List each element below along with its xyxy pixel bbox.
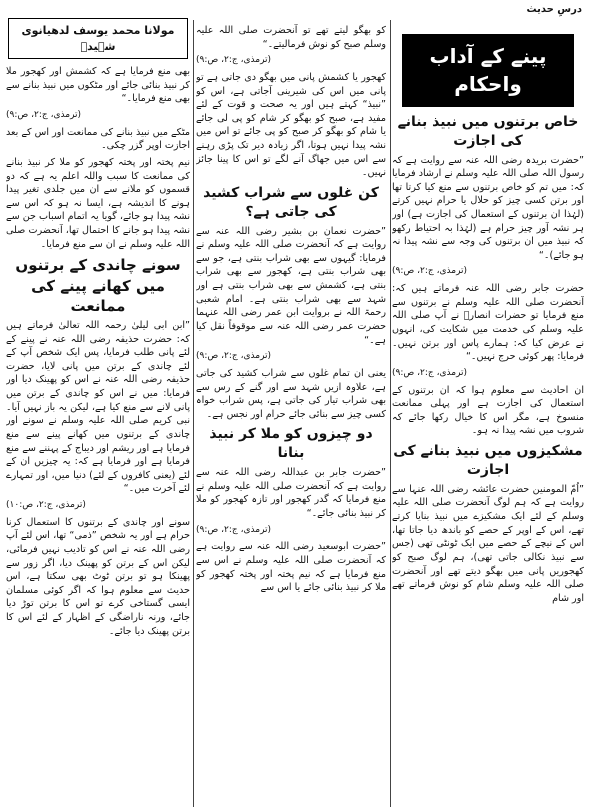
- paragraph: نیم پختہ اور پختہ کھجور کو ملا کر نبیذ بنانے کی ممانعت کا سبب واللہ اعلم یہ ہے کہ دو قسموں کو ملانے سے ان میں جلدی تغیر پیدا ہونے کا اندیشہ ہے، ایسا نہ ہو کہ اس سے نشہ پیدا ہو جائے، گویا یہ اتمام اسباب جن سے نشہ پیدا ہو جانے کا احتمال تھا، آنحضرت صلی اللہ علیہ وسلم نے ان سے منع فرمایا۔: [6, 157, 190, 250]
- paragraph: ”ابن ابی لیلیٰ رحمہ اللہ تعالیٰ فرماتے ہیں کہ: حضرت حذیفہ رضی اللہ عنہ نے پینے کے لئے پانی طلب فرمایا، پس ایک شخص آپ کے لئے چاندی کے برتن میں پانی لایا، حضرت حذیفہ رضی اللہ عنہ نے اس کو پھینک دیا اور فرمایا: میں نے اس کو چاندی کے برتن میں پانی لانے سے منع کیا ہے، لیکن یہ باز نہیں آیا۔ نبی کریم صلی اللہ علیہ وسلم نے سونے اور چاندی کے برتنوں میں کھانے پینے سے منع فرمایا ہے اور ریشم اور دیباج کے پہننے سے منع فرمایا ہے اور فرمایا ہے کہ: یہ چیزیں ان کے لئے (یعنی کافروں کے لئے) دنیا میں، اور تمہارے لئے آخرت میں۔“: [6, 320, 190, 495]
- citation: (ترمذی، ج:۲، ص:۹): [6, 110, 82, 121]
- citation: (ترمذی، ج:۲، ص:۹): [392, 266, 468, 277]
- citation: (ترمذی، ج:۲، ص:۹): [196, 351, 272, 362]
- column-divider: [390, 20, 391, 807]
- paragraph: ”حضرت جابر بن عبداللہ رضی اللہ عنہ سے روایت ہے کہ آنحضرت صلی اللہ علیہ وسلم نے منع فرمایا کہ گدر کھجور اور تازہ کھجور کو ملا کر نبیذ بنائی جائے۔“: [196, 467, 386, 519]
- paragraph: ”حضرت بریدہ رضی اللہ عنہ سے روایت ہے کہ رسول اللہ صلی اللہ علیہ وسلم نے ارشاد فرمایا کہ: میں تم کو خاص برتنوں سے منع کیا کرتا تھا اور برتن کسی چیز کو حلال یا حرام نہیں کرتے (لہٰذا ان برتنوں کے استعمال کی اجازت ہے) اور ہر نشہ آور چیز حرام ہے (لہٰذا بہ احتیاط رکھو کہ نبیذ میں ان برتنوں کی وجہ سے نشہ پیدا نہ ہو جائے)۔“: [392, 154, 584, 261]
- paragraph: حضرت جابر رضی اللہ عنہ فرماتے ہیں کہ: آنحضرت صلی اللہ علیہ وسلم نے برتنوں سے منع فرمایا تو حضرات انصارؓ نے آپ صلی اللہ علیہ وسلم کی خدمت میں شکایت کی، انہوں نے عرض کیا کہ: ہمارے پاس اور برتن نہیں۔ فرمایا: پھر کوئی حرج نہیں۔“: [392, 283, 584, 363]
- paragraph: ان احادیث سے معلوم ہوا کہ ان برتنوں کے استعمال کی اجازت ہے اور پہلی ممانعت منسوخ ہے، مگر اس کا خیال رکھا جائے کہ شروب میں نشہ پیدا نہ ہو۔: [392, 384, 584, 437]
- paragraph: کو بھگو لیتے تھے تو آنحضرت صلی اللہ علیہ وسلم صبح کو نوش فرمالیتے۔“: [196, 25, 386, 50]
- section-heading: سونے چاندی کے برتنوں میں کھانے پینے کی ممانعت: [15, 256, 181, 315]
- paragraph: سونے اور چاندی کے برتنوں کا استعمال کرنا حرام ہے اور یہ شخص ”ذمی“ تھا، اس لئے آپ رضی اللہ عنہ نے اس کو تادیب نہیں فرمائی، لیکن اس کے برتن کو پھینک دیا، اگر زور سے پھینکا ہو تو برتن ٹوٹ بھی سکتا ہے، اس حدیث سے معلوم ہوا کہ اگر کوئی مسلمان ایسی گستاخی کرے تو اس کا برتن توڑ دیا جائے، ورنہ ناراضگی کے اظہار کے لئے اس کا برتن پھینک دیا جائے۔: [6, 516, 190, 637]
- column-divider: [193, 20, 194, 807]
- section-heading: دو چیزوں کو ملا کر نبیذ بنانا: [209, 426, 373, 462]
- citation: (ترمذی، ج:۲، ص:۱۰): [6, 499, 86, 510]
- citation: (ترمذی، ج:۲، ص:۹): [196, 524, 272, 535]
- paragraph: کھجور یا کشمش پانی میں بھگو دی جاتی ہے تو پانی میں اس کی شیرینی آجاتی ہے، اس کو ”نبیذ“ کہتے ہیں اور یہ صحت و قوت کے لئے مفید ہے، صبح کو بھگو کر شام کو پی لی جائے یا شام کو بھگو کر صبح کو پی جائے تو اس میں نشہ پیدا نہیں ہوتا، اگر زیادہ دیر تک پڑی رہنے سے اس میں جھاگ آنے لگے تو اس کا پینا جائز نہیں۔: [196, 71, 386, 179]
- author-byline: مولانا محمد یوسف لدھیانوی شہیدؒ: [8, 18, 188, 59]
- paragraph: یعنی ان تمام غلوں سے شراب کشید کی جاتی ہے، علاوہ ازیں شہد سے اور گنے کے رس سے بھی شراب تیار کی جاتی ہے، پس شراب خواہ کسی چیز سے بنائی جائے حرام اور نجس ہے۔: [196, 367, 386, 420]
- article-banner-title: پینے کے آداب واحکام: [402, 34, 574, 107]
- left-column: [6, 16, 190, 805]
- middle-column: [196, 24, 386, 805]
- citation: (ترمذی، ج:۲، ص:۹): [392, 367, 468, 378]
- paragraph: مٹکے میں نبیذ بنانے کی ممانعت اور اس کے بعد اجازت اوپر گزر چکی۔: [6, 126, 190, 152]
- section-heading: خاص برتنوں میں نبیذ بنانے کی اجازت: [397, 113, 579, 149]
- paragraph: ”حضرت ابوسعید رضی اللہ عنہ سے روایت ہے کہ آنحضرت صلی اللہ علیہ وسلم نے اس سے منع فرمایا ہے کہ نیم پختہ اور پختہ کھجور کو ملا کر نبیذ بنائی جائے یا اس سے: [196, 541, 386, 594]
- paragraph: ”اُمّ المومنین حضرت عائشہ رضی اللہ عنہا سے روایت ہے کہ ہم لوگ آنحضرت صلی اللہ علیہ وسلم کے لئے ایک مشکیزے میں نبیذ بنایا کرتے تھے، اس کے اوپر کے حصے کو باندھ دیا جاتا تھا، اس کے نیچے کے حصے میں ایک ٹونٹی تھی (جس سے نبیذ نکالی جاتی تھی)، ہم لوگ صبح کو کھجوریں پانی میں بھگو دیتے تھے اور آنحضرت صلی اللہ علیہ وسلم شام کو نوش فرماتے تھے اور شام: [392, 483, 584, 604]
- paragraph: ”حضرت نعمان بن بشیر رضی اللہ عنہ سے روایت ہے کہ آنحضرت صلی اللہ علیہ وسلم نے فرمایا: گیہوں سے بھی شراب بنتی ہے، جو سے بھی شراب بنتی ہے، کھجور سے بھی شراب بنتی ہے، کشمش سے بھی شراب بنتی ہے اور شہد سے بھی شراب بنتی ہے۔ امام شعبی رحمۃ اللہ نے بروایت ابن عمر رضی اللہ عنہما حضرت عمر رضی اللہ عنہ سے موقوفاً نقل کیا ہے۔“: [196, 225, 386, 346]
- citation: (ترمذی، ج:۲، ص:۹): [196, 55, 272, 66]
- right-column: [392, 24, 584, 805]
- section-heading: مشکیزوں میں نبیذ بنانے کی اجازت: [393, 443, 583, 478]
- paragraph: بھی منع فرمایا ہے کہ کشمش اور کھجور ملا کر نبیذ بنائی جائے اور مٹکوں میں نبیذ بنانے سے بھی منع فرمایا۔“: [6, 66, 190, 105]
- section-heading: کن غلوں سے شراب کشید کی جاتی ہے؟: [203, 184, 379, 220]
- section-label: درسِ حدیث: [526, 4, 582, 15]
